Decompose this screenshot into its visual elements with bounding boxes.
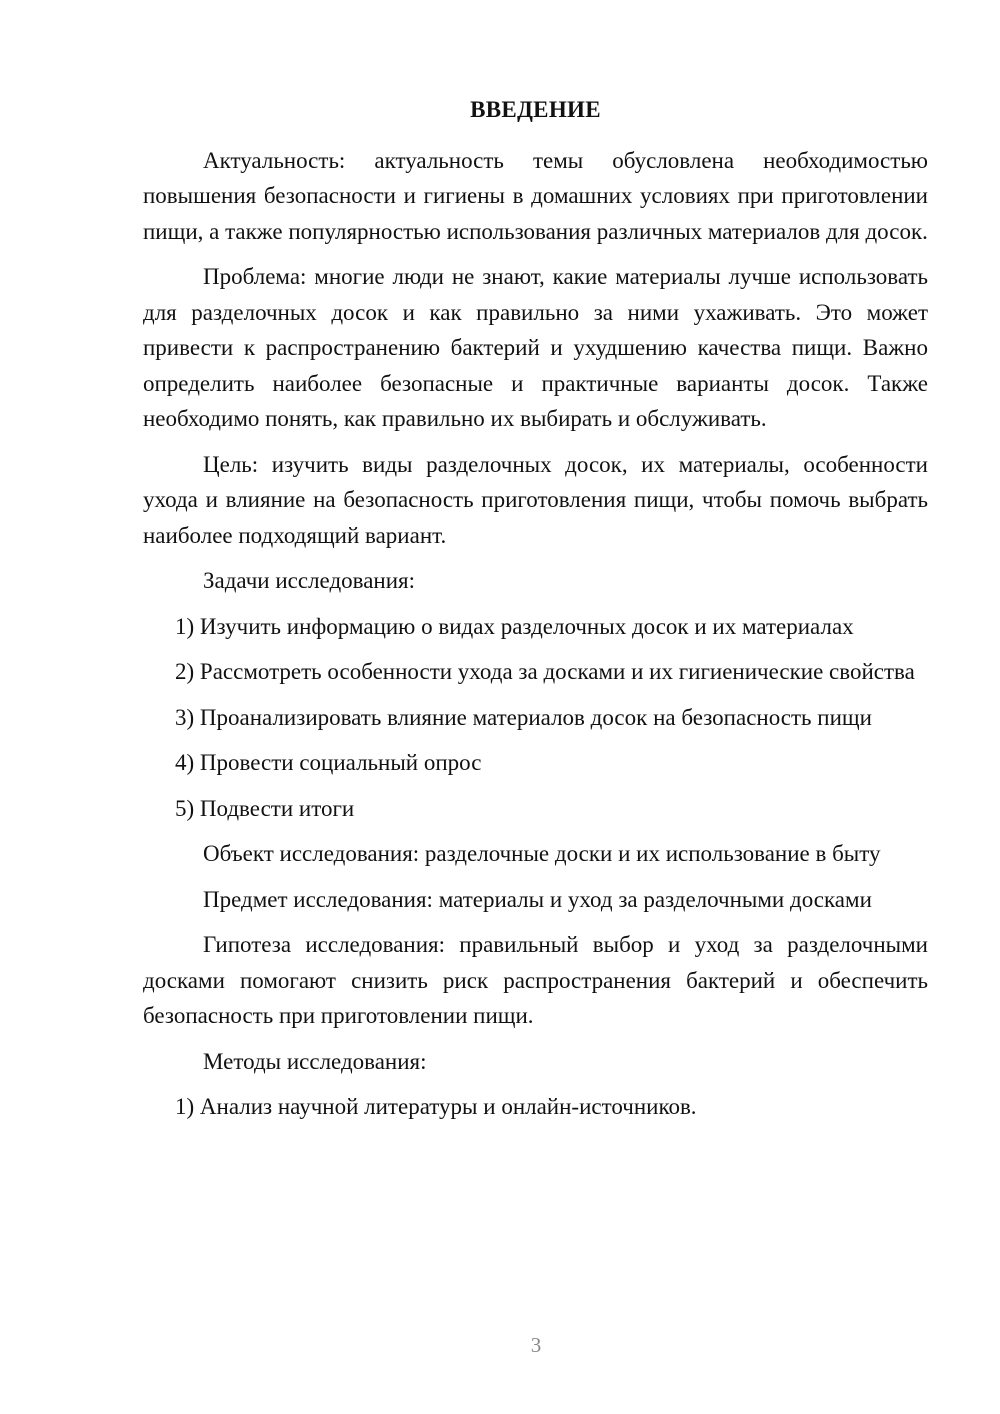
task-item-4: 4) Провести социальный опрос xyxy=(175,750,482,775)
tasks-heading: Задачи исследования: xyxy=(203,568,416,593)
goal-paragraph: Цель: изучить виды разделочных досок, их материалы, особенности ухода и влияние на безопасность приготовления пищи, чтобы помочь выбрать наиболее подходящий вариант. xyxy=(143,451,928,548)
task-item-1: 1) Изучить информацию о видах разделочных досок и их материалах xyxy=(175,613,854,639)
task-item-3: 3) Проанализировать влияние материалов досок на безопасность пищи xyxy=(175,704,872,730)
hypothesis-paragraph: Гипотеза исследования: правильный выбор и уход за разделочными досками помогают снизить риск распространения бактерий и обеспечить безопасность при приготовлении пищи. xyxy=(143,932,928,1028)
methods-heading: Методы исследования: xyxy=(203,1048,427,1074)
page-title: ВВЕДЕНИЕ xyxy=(470,97,601,122)
object-paragraph: Объект исследования: разделочные доски и их использование в быту xyxy=(203,841,881,866)
page-number: 3 xyxy=(530,1333,542,1357)
problem-paragraph: Проблема: многие люди не знают, какие материалы лучше использовать для разделочных досок и как правильно за ними ухаживать. Это может привести к распространению бактерий и ухудшению качества пищи. Важно определить наиболее безопасные и практичные варианты досок. Также необходимо понять, как правильно их выбирать и обслуживать. xyxy=(143,264,928,431)
document-page xyxy=(143,92,928,1135)
relevance-paragraph: Актуальность: актуальность темы обусловлена необходимостью повышения безопасности и гигиены в домашних условиях при приготовлении пищи, а также популярностью использования различных материалов для досок. xyxy=(143,147,928,244)
task-item-5: 5) Подвести итоги xyxy=(175,795,355,821)
method-item-1: 1) Анализ научной литературы и онлайн-источников. xyxy=(175,1094,697,1119)
task-item-2: 2) Рассмотреть особенности ухода за досками и их гигиенические свойства xyxy=(175,659,915,684)
subject-paragraph: Предмет исследования: материалы и уход за разделочными досками xyxy=(203,886,872,912)
